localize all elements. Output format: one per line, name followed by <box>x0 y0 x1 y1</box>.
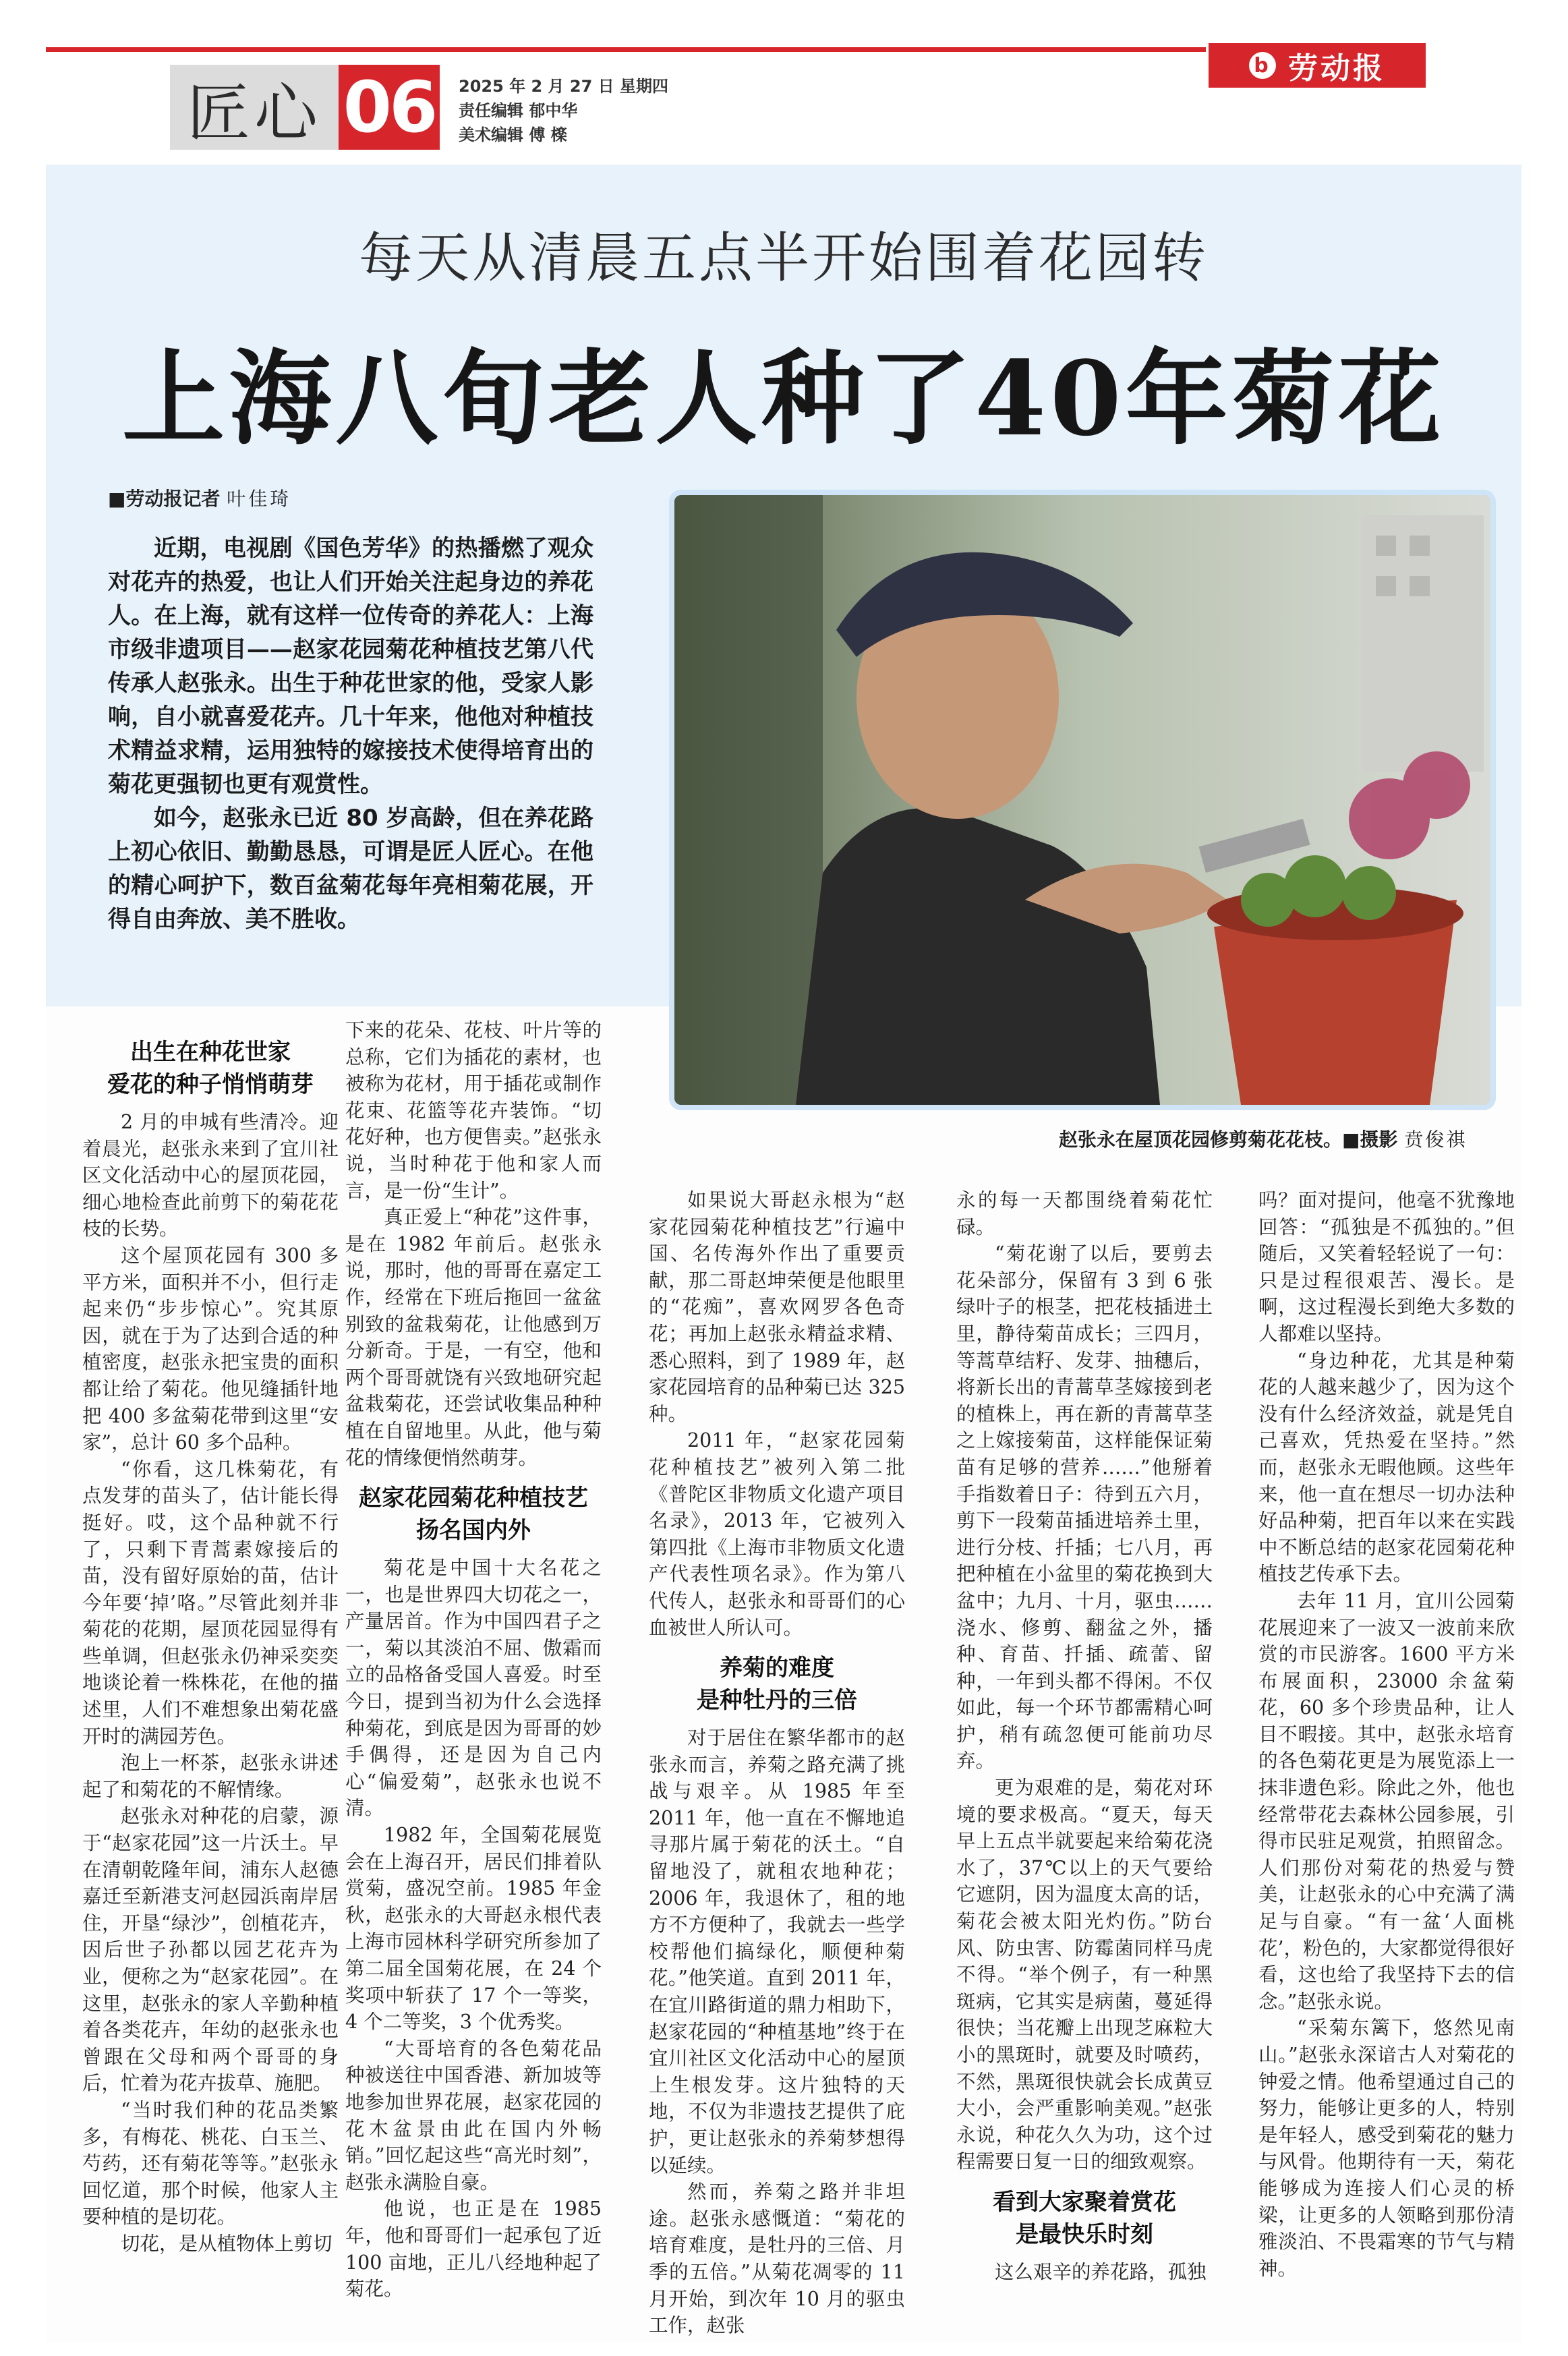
body-paragraph: 切花，是从植物体上剪切 <box>121 2232 332 2255</box>
body-paragraph: 如果说大哥赵永根为“赵家花园菊花种植技艺”行遍中国、名传海外作出了重要贡献，那二哥赵坤荣便是他眼里的“花痴”，喜欢网罗各色奇花；再加上赵张永精益求精、悉心照料，到了 1989 年，赵家花园培育的品种菊已达 325 种。 <box>649 1189 905 1425</box>
column-2 <box>345 1017 602 2303</box>
byline-label: ■劳动报记者 <box>108 488 221 510</box>
body-paragraph: “大哥培育的各色菊花品种被送往中国香港、新加坡等地参加世界花展，赵家花园的花木盆景由此在国内外畅销。”回忆起这些“高光时刻”，赵张永满脸自豪。 <box>345 2037 602 2193</box>
logo-icon: b <box>1249 52 1276 79</box>
responsible-editor: 责任编辑 郁中华 <box>459 101 578 120</box>
issue-date: 2025 年 2 月 27 日 星期四 <box>459 77 669 96</box>
body-paragraph: “身边种花，尤其是种菊花的人越来越少了，因为这个没有什么经济效益，就是凭自己喜欢，凭热爱在坚持。”然而，赵张永无暇他顾。这些年来，他一直在想尽一切办法种好品种菊，把百年以来在实践中不断总结的赵家花园菊花种植技艺传承下去。 <box>1258 1349 1515 1586</box>
section-name: 匠心 <box>170 65 339 150</box>
body-paragraph: 吗？面对提问，他毫不犹豫地回答：“孤独是不孤独的。”但随后，又笑着轻轻说了一句：只是过程很艰苦、漫长。是啊，这过程漫长到绝大多数的人都难以坚持。 <box>1258 1189 1515 1345</box>
body-paragraph: 下来的花朵、花枝、叶片等的总称，它们为插花的素材，也被称为花材，用于插花或制作花束、花篮等花卉装饰。“切花好种，也方便售卖。”赵张永说，当时种花于他和家人而言，是一份“生计”。 <box>345 1019 602 1202</box>
body-paragraph: 这个屋顶花园有 300 多平方米，面积并不小，但行走起来仍“步步惊心”。究其原因，就在于为了达到合适的种植密度，赵张永把宝贵的面积都让给了菊花。他见缝插针地把 400 多盆菊花带到这里“安家”，总计 60 多个品种。 <box>82 1244 339 1454</box>
kicker: 每天从清晨五点半开始围着花园转 <box>359 227 1209 289</box>
section-heading: 赵家花园菊花种植技艺 扬名国内外 <box>359 1485 588 1545</box>
masthead-logo <box>1209 43 1426 88</box>
column-4 <box>956 1187 1213 2286</box>
body-paragraph: 真正爱上“种花”这件事，是在 1982 年前后。赵张永说，那时，他的哥哥在嘉定工作，经常在下班后拖回一盆盆别致的盆栽菊花，让他感到万分新奇。于是，一有空，他和两个哥哥就饶有兴致地研究起盆栽菊花，还尝试收集品种种植在自留地里。从此，他与菊花的情缘便悄然萌芽。 <box>345 1206 602 1469</box>
photo-caption-text: 赵张永在屋顶花园修剪菊花花枝。■摄影 <box>1059 1128 1398 1151</box>
body-paragraph: “采菊东篱下，悠然见南山。”赵张永深谙古人对菊花的钟爱之情。他希望通过自己的努力，能够让更多的人，特别是年轻人，感受到菊花的魅力与风骨。他期待有一天，菊花能够成为连接人们心灵的桥梁，让更多的人领略到那份清雅淡泊、不畏霜寒的节气与精神。 <box>1258 2017 1515 2280</box>
column-3 <box>649 1187 905 2339</box>
photo-caption <box>1059 1125 1467 1152</box>
body-paragraph: 赵张永对种花的启蒙，源于“赵家花园”这一片沃土。早在清朝乾隆年间，浦东人赵德嘉迁至新港支河赵园浜南岸居住，开垦“绿沙”，创植花卉，因后世子孙都以园艺花卉为业，便称之为“赵家花园”。在这里，赵张永的家人辛勤种植着各类花卉，年幼的赵张永也曾跟在父母和两个哥哥的身后，忙着为花卉拔草、施肥。 <box>82 1805 339 2095</box>
section-heading: 看到大家聚着赏花 是最快乐时刻 <box>993 2188 1176 2248</box>
body-paragraph: 1982 年，全国菊花展览会在上海召开，居民们排着队赏菊，盛况空前。1985 年金秋，赵张永的大哥赵永根代表上海市园林科学研究所参加了第二届全国菊花展，在 24 个奖项中斩获了 17 个一等奖，4 个二等奖，3 个优秀奖。 <box>345 1824 602 2034</box>
body-paragraph: 永的每一天都围绕着菊花忙碌。 <box>956 1189 1213 1238</box>
photo-illustration <box>674 495 1490 1105</box>
byline <box>108 484 291 511</box>
section-heading: 出生在种花世家 爱花的种子悄悄萌芽 <box>107 1039 314 1098</box>
masthead-text: 劳动报 <box>1288 51 1385 86</box>
header-rule <box>46 47 1206 52</box>
article-photo <box>669 490 1496 1110</box>
column-1 <box>82 1025 339 2258</box>
body-paragraph: 更为艰难的是，菊花对环境的要求极高。“夏天，每天早上五点半就要起来给菊花浇水了，37℃以上的天气要给它遮阴，因为温度太高的话，菊花会被太阳光灼伤。”防台风、防虫害、防霉菌同样马虎不得。“举个例子，有一种黑斑病，它其实是病菌，蔓延得很快；当花瓣上出现芝麻粒大小的黑斑时，就要及时喷药，不然，黑斑很快就会长成黄豆大小，会严重影响美观。”赵张永说，种花久久为功，这个过程需要日复一日的细致观察。 <box>956 1777 1213 2173</box>
body-paragraph: 泡上一杯茶，赵张永讲述起了和菊花的不解情缘。 <box>82 1752 339 1801</box>
column-5 <box>1258 1187 1515 2282</box>
body-paragraph: 去年 11 月，宜川公园菊花展迎来了一波又一波前来欣赏的市民游客。1600 平方米布展面积，23000 余盆菊花，60 多个珍贵品种，让人目不暇接。其中，赵张永培育的各色菊花更是为展览添上一抹非遗色彩。除此之外，他也经常带花去森林公园参展，引得市民驻足观赏，拍照留念。人们那份对菊花的热爱与赞美，让赵张永的心中充满了满足与自豪。“有一盆‘人面桃花’，粉色的，大家都觉得很好看，这也给了我坚持下去的信念。”赵张永说。 <box>1258 1589 1515 2013</box>
body-paragraph: 这么艰辛的养花路，孤独 <box>995 2260 1207 2283</box>
body-paragraph: 菊花是中国十大名花之一，也是世界四大切花之一，产量居首。作为中国四君子之一，菊以其淡泊不屈、傲霜而立的品格备受国人喜爱。时至今日，提到当初为什么会选择种菊花，到底是因为哥哥的妙手偶得，还是因为自己内心“偏爱菊”，赵张永也说不清。 <box>345 1557 602 1820</box>
body-paragraph: 然而，养菊之路并非坦途。赵张永感慨道：“菊花的培育难度，是牡丹的三倍、月季的五倍。”从菊花凋零的 11 月开始，到次年 10 月的驱虫工作，赵张 <box>649 2181 905 2337</box>
byline-name: 叶佳琦 <box>227 488 292 510</box>
photo-credit: 贲俊祺 <box>1404 1128 1468 1151</box>
section-heading: 养菊的难度 是种牡丹的三倍 <box>697 1655 857 1715</box>
body-paragraph: “你看，这几株菊花，有点发芽的苗头了，估计能长得挺好。哎，这个品种就不行了，只剩下青蒿素嫁接后的苗，没有留好原始的苗，估计今年要‘掉’咯。”尽管此刻并非菊花的花期，屋顶花园显得有些单调，但赵张永仍神采奕奕地谈论着一株株花，在他的描述里，人们不难想象出菊花盛开时的满园芳色。 <box>82 1458 339 1748</box>
body-paragraph: 2011 年，“赵家花园菊花种植技艺”被列入第二批《普陀区非物质文化遗产项目名录》，2013 年，它被列入第四批《上海市非物质文化遗产代表性项名录》。作为第八代传人，赵张永和哥哥们的心血被世人所认可。 <box>649 1429 905 1639</box>
lede <box>108 531 593 936</box>
body-paragraph: 他说，也正是在 1985 年，他和哥哥们一起承包了近 100 亩地，正儿八经地种起了菊花。 <box>345 2197 602 2301</box>
body-paragraph: “菊花谢了以后，要剪去花朵部分，保留有 3 到 6 张绿叶子的根茎，把花枝插进土里，静待菊苗成长；三四月，等蒿草结籽、发芽、抽穗后，将新长出的青蒿草茎嫁接到老的植株上，再在新的青蒿草茎之上嫁接菊苗，这样能保证菊苗有足够的营养……”他掰着手指数着日子：待到五六月，剪下一段菊苗插进培养土里，进行分枝、扦插；七八月，再把种植在小盆里的菊花换到大盆中；九月、十月，驱虫……浇水、修剪、翻盆之外，播种、育苗、扦插、疏蕾、留种，一年到头都不得闲。不仅如此，每一个环节都需精心呵护，稍有疏忽便可能前功尽弃。 <box>956 1242 1213 1773</box>
body-paragraph: “当时我们种的花品类繁多，有梅花、桃花、白玉兰、芍药，还有菊花等等。”赵张永回忆道，那个时候，他家人主要种植的是切花。 <box>82 2098 339 2229</box>
art-editor: 美术编辑 傅 檪 <box>459 125 567 144</box>
issue-info <box>459 74 668 147</box>
lede-paragraph: 如今，赵张永已近 80 岁高龄，但在养花路上初心依旧、勤勤恳恳，可谓是匠人匠心。在他的精心呵护下，数百盆菊花每年亮相菊花展，开得自由奔放、美不胜收。 <box>108 805 593 933</box>
page-number: 06 <box>339 65 440 150</box>
headline: 上海八旬老人种了40年菊花 <box>122 338 1445 459</box>
lede-paragraph: 近期，电视剧《国色芳华》的热播燃了观众对花卉的热爱，也让人们开始关注起身边的养花人。在上海，就有这样一位传奇的养花人：上海市级非遗项目——赵家花园菊花种植技艺第八代传承人赵张永。出生于种花世家的他，受家人影响，自小就喜爱花卉。几十年来，他他对种植技术精益求精，运用独特的嫁接技术使得培育出的菊花更强韧也更有观赏性。 <box>108 535 593 798</box>
body-paragraph: 对于居住在繁华都市的赵张永而言，养菊之路充满了挑战与艰辛。从 1985 年至 2011 年，他一直在不懈地追寻那片属于菊花的沃土。“自留地没了，就租农地种花；2006 年，我退休了，租的地方不方便种了，我就去一些学校帮他们搞绿化，顺便种菊花。”他笑道。直到 2011 年，在宜川路街道的鼎力相助下，赵家花园的“种植基地”终于在宜川社区文化活动中心的屋顶上生根发芽。这片独特的天地，不仅为非遗技艺提供了庇护，更让赵张永的养菊梦想得以延续。 <box>649 1727 905 2177</box>
body-paragraph: 2 月的申城有些清冷。迎着晨光，赵张永来到了宜川社区文化活动中心的屋顶花园，细心地检查此前剪下的菊花花枝的长势。 <box>82 1111 339 1240</box>
